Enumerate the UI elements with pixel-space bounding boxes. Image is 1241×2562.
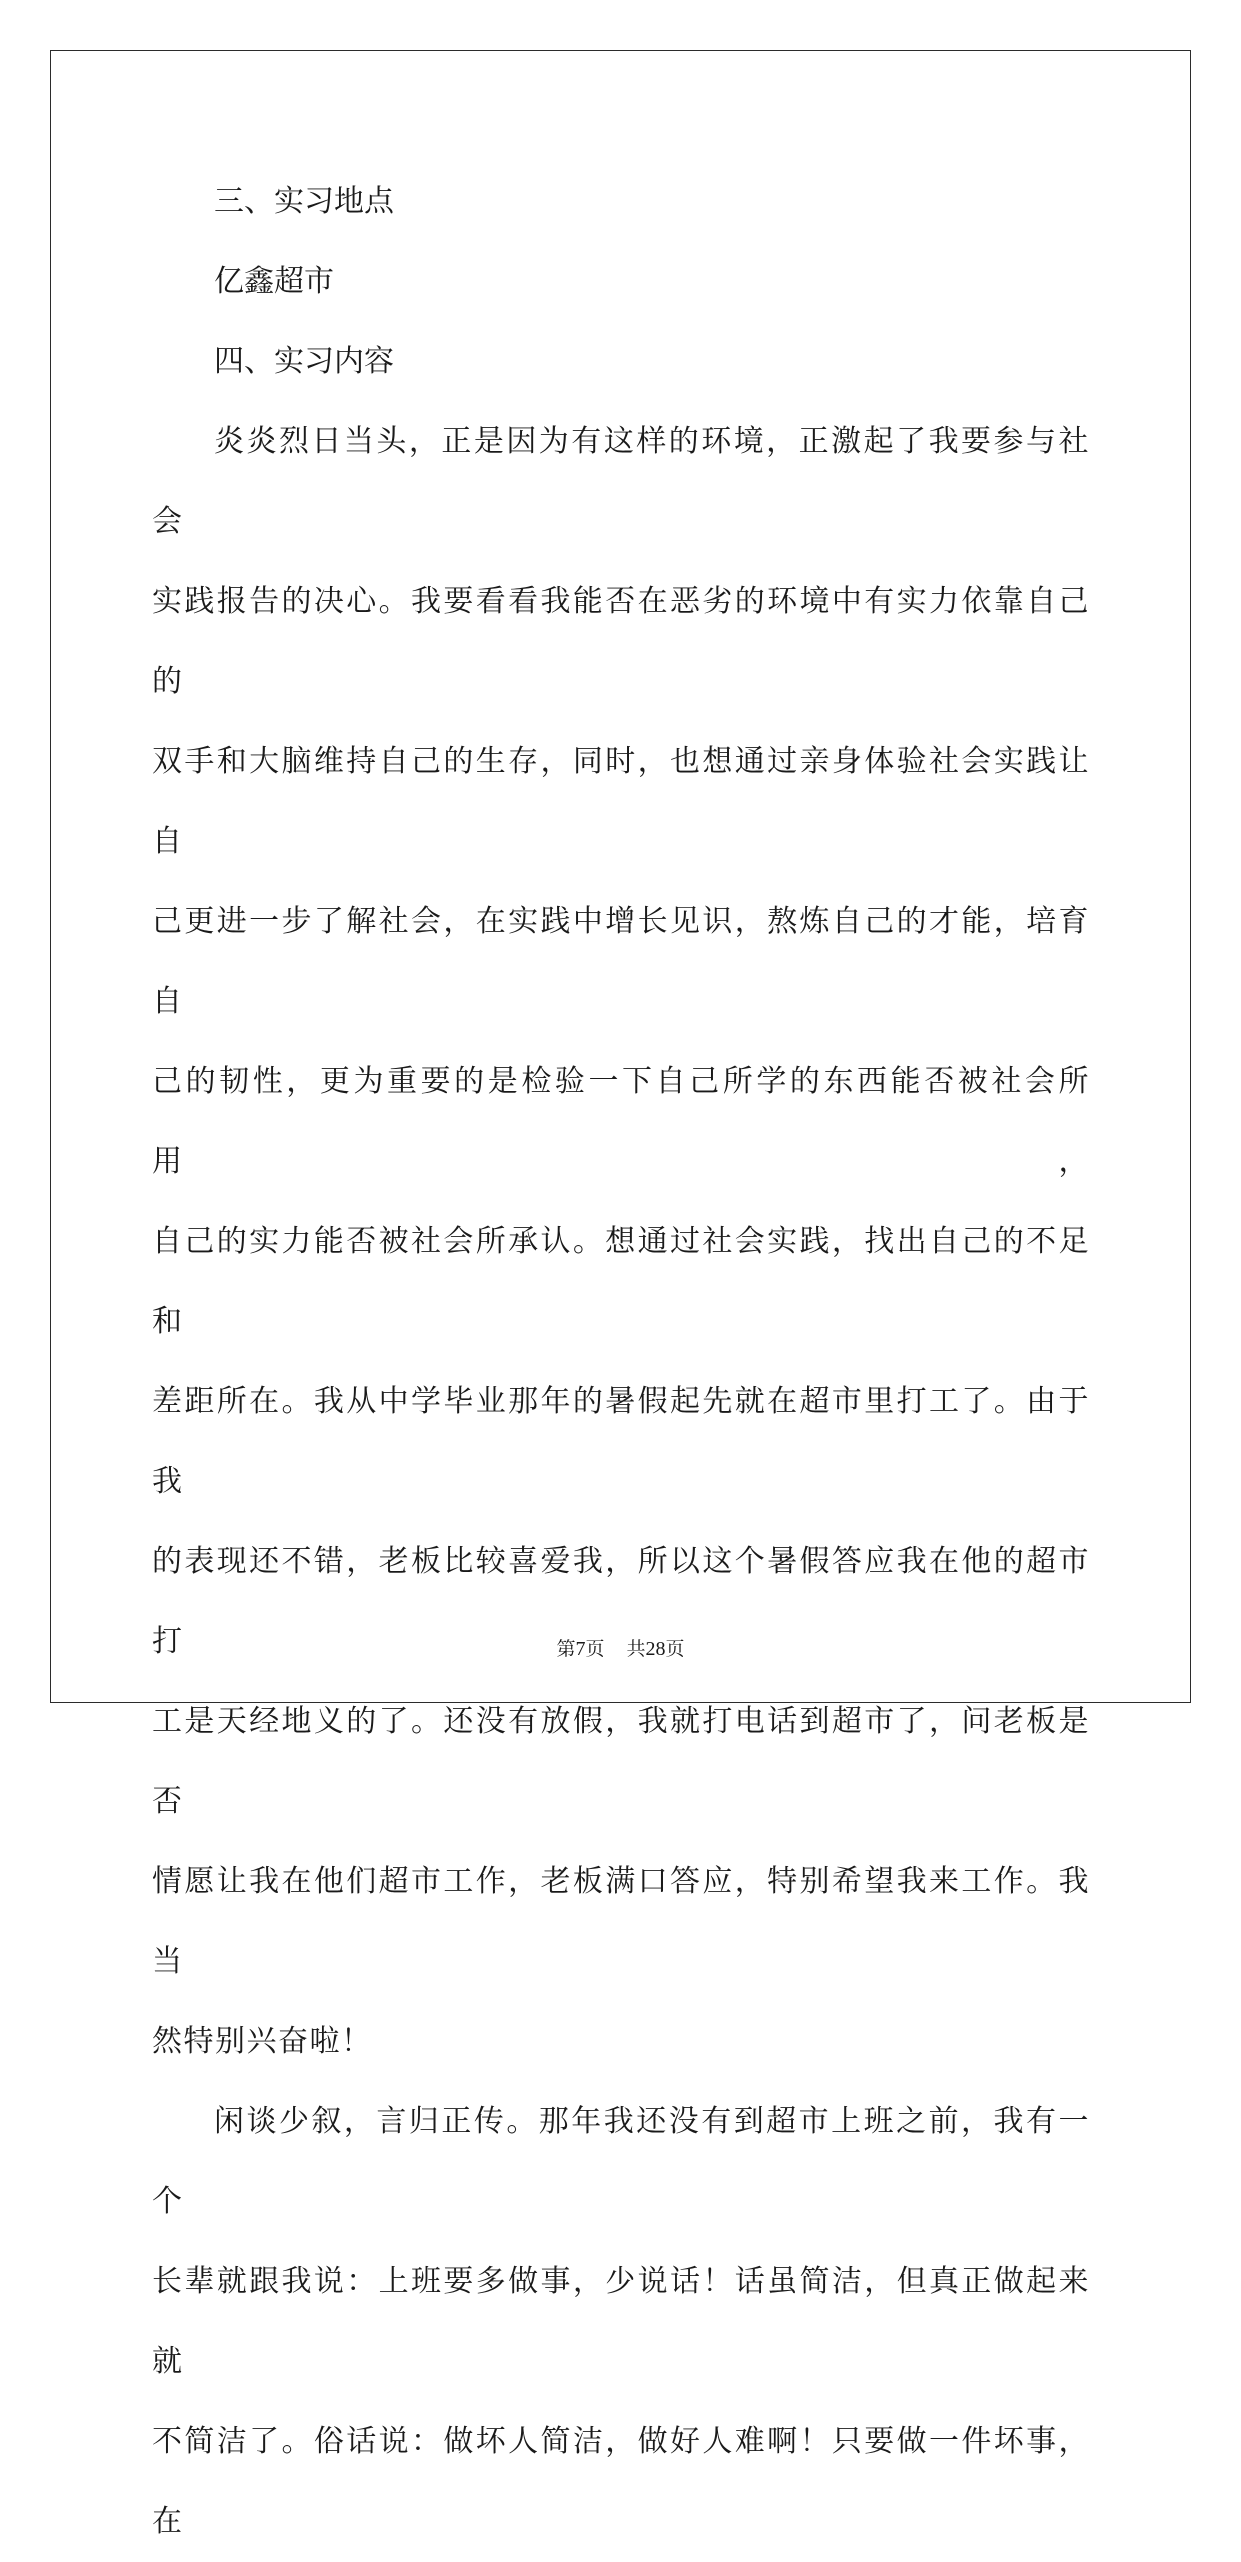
footer-current-page: 7 xyxy=(575,1638,586,1660)
paragraph-1-line: 的表现还不错，老板比较喜爱我，所以这个暑假答应我在他的超市打 xyxy=(152,1544,1090,1659)
paragraph-2-line: 长辈就跟我说：上班要多做事，少说话！话虽简洁，但真正做起来就 xyxy=(152,2264,1090,2379)
paragraph-1 xyxy=(152,402,1090,2082)
paragraph-2-line: 不简洁了。俗话说：做坏人简洁，做好人难啊！只要做一件坏事，在 xyxy=(152,2424,1090,2539)
footer-page-suffix: 页 xyxy=(585,1638,605,1660)
heading-internship-content: 四、实习内容 xyxy=(214,344,394,379)
paragraph-1-line: 炎炎烈日当头，正是因为有这样的环境，正激起了我要参与社会 xyxy=(152,424,1090,539)
document-body xyxy=(152,162,1090,2562)
paragraph-1-line: 差距所在。我从中学毕业那年的暑假起先就在超市里打工了。由于我 xyxy=(152,1384,1090,1499)
page-footer xyxy=(0,1634,1241,1661)
heading-internship-location: 三、实习地点 xyxy=(214,184,394,219)
paragraph-2 xyxy=(152,2082,1090,2562)
internship-location-value: 亿鑫超市 xyxy=(214,264,334,299)
paragraph-1-line: 情愿让我在他们超市工作，老板满口答应，特别希望我来工作。我当 xyxy=(152,1864,1090,1979)
paragraph-1-line: 工是天经地义的了。还没有放假，我就打电话到超市了，问老板是否 xyxy=(152,1704,1090,1819)
paragraph-1-line: 然特别兴奋啦！ xyxy=(152,2024,373,2059)
footer-total-suffix: 页 xyxy=(665,1638,685,1660)
paragraph-1-line: 己更进一步了解社会，在实践中增长见识，熬炼自己的才能，培育自 xyxy=(152,904,1090,1019)
paragraph-1-line: 己的韧性，更为重要的是检验一下自己所学的东西能否被社会所用， xyxy=(152,1064,1090,1179)
paragraph-2-line: 闲谈少叙，言归正传。那年我还没有到超市上班之前，我有一个 xyxy=(152,2104,1090,2219)
footer-page-prefix: 第 xyxy=(556,1638,576,1660)
paragraph-1-line: 自己的实力能否被社会所承认。想通过社会实践，找出自己的不足和 xyxy=(152,1224,1090,1339)
paragraph-1-line: 双手和大脑维持自己的生存，同时，也想通过亲身体验社会实践让自 xyxy=(152,744,1090,859)
footer-total-prefix: 共 xyxy=(626,1638,646,1660)
paragraph-1-line: 实践报告的决心。我要看看我能否在恶劣的环境中有实力依靠自己的 xyxy=(152,584,1090,699)
footer-total-pages: 28 xyxy=(645,1638,666,1660)
